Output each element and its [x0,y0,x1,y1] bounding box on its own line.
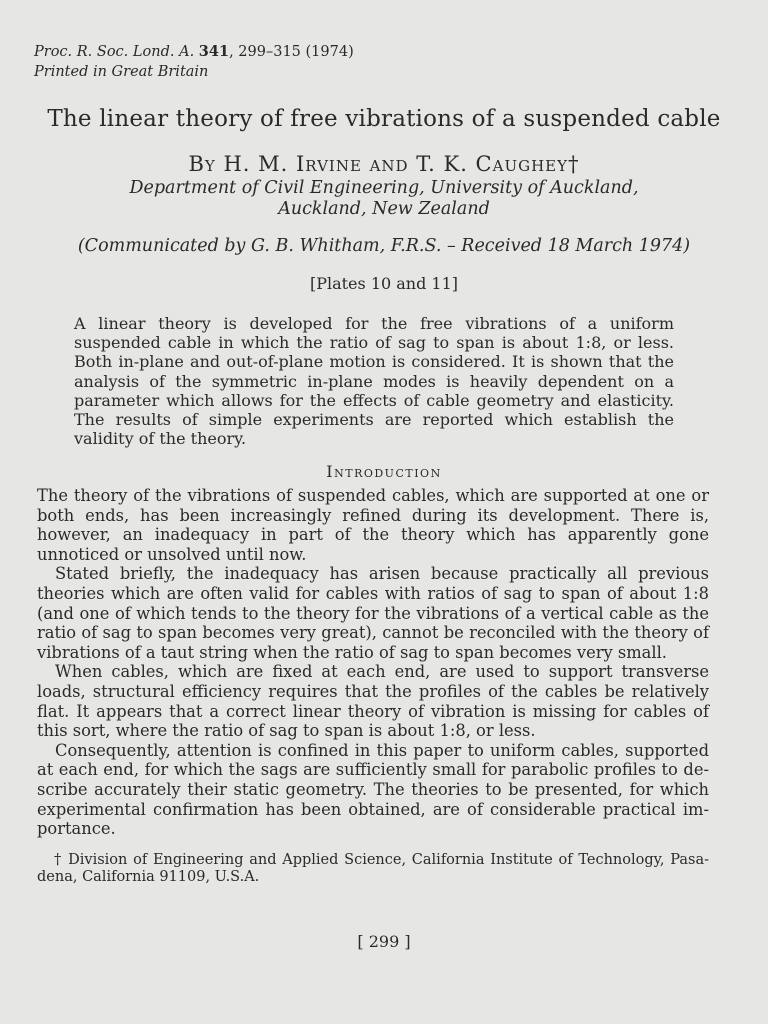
introduction-body [37,486,709,839]
author-affiliation [0,178,768,220]
footnote: † Division of Engineering and Applied Science, California Institute of Technology, Pasadena, California 91109, U.S.A. [37,852,709,885]
page-number: [ 299 ] [357,932,411,951]
paragraph: The theory of the vibrations of suspended cables, which are supported at one or both ends, has been increasingly refined during its development. There is, however, an inadequacy in part of the theory which has apparently gone unnoticed or unsolved until now. [37,486,709,564]
affiliation-line-2: Auckland, New Zealand [278,199,490,219]
paragraph: Consequently, attention is confined in this paper to uniform cables, supported at each end, for which the sags are sufficiently small for parabolic profiles to describe accurately their static geometry. The theories to be presented, for which experimental confirmation has been obtained, are of considerable practical importance. [37,740,709,839]
communicated-line: (Communicated by G. B. Whitham, F.R.S. – Received 18 March 1974) [77,236,691,256]
journal-name: Proc. R. Soc. Lond. A. [34,44,195,60]
paper-title: The linear theory of free vibrations of a suspended cable [47,106,721,132]
abstract: A linear theory is developed for the free vibrations of a uniform suspended cable in which the ratio of sag to span is about 1:8, or less. Both in-plane and out-of-plane motion is considered. It is shown that the analysis of the symmetric in-plane modes is heavily dependent on a parameter which allows for the effects of cable geometry and elasticity. The results of simple experiments are reported which establish the validity of the theory. [74,314,674,449]
paper-authors: By H. M. Irvine and T. K. Caughey† [188,152,580,176]
journal-pages: 299–315 (1974) [238,44,354,60]
paragraph: When cables, which are fixed at each end, are used to support transverse loads, structural efficiency requires that the profiles of the cables be relatively flat. It appears that a correct linear theory of vibration is missing for cables of this sort, where the ratio of sag to span is about 1:8, or less. [37,662,709,741]
citation-line: Proc. R. Soc. Lond. A. 341, 299–315 (1974) [34,43,354,60]
plates-note: [Plates 10 and 11] [309,274,459,293]
printed-in: Printed in Great Britain [34,64,209,80]
section-heading-introduction: Introduction [326,462,442,481]
affiliation-line-1: Department of Civil Engineering, University of Auckland, [129,178,639,198]
journal-reference [34,42,354,82]
journal-volume: 341 [198,43,230,60]
paragraph: Stated briefly, the inadequacy has arisen because practically all previous theories which are often valid for cables with ratios of sag to span of about 1:8 (and one of which tends to the theory for the vibrations of a vertical cable as the ratio of sag to span becomes very great), cannot be reconciled with the theory of vibrations of a taut string when the ratio of sag to span becomes very small. [37,564,709,662]
